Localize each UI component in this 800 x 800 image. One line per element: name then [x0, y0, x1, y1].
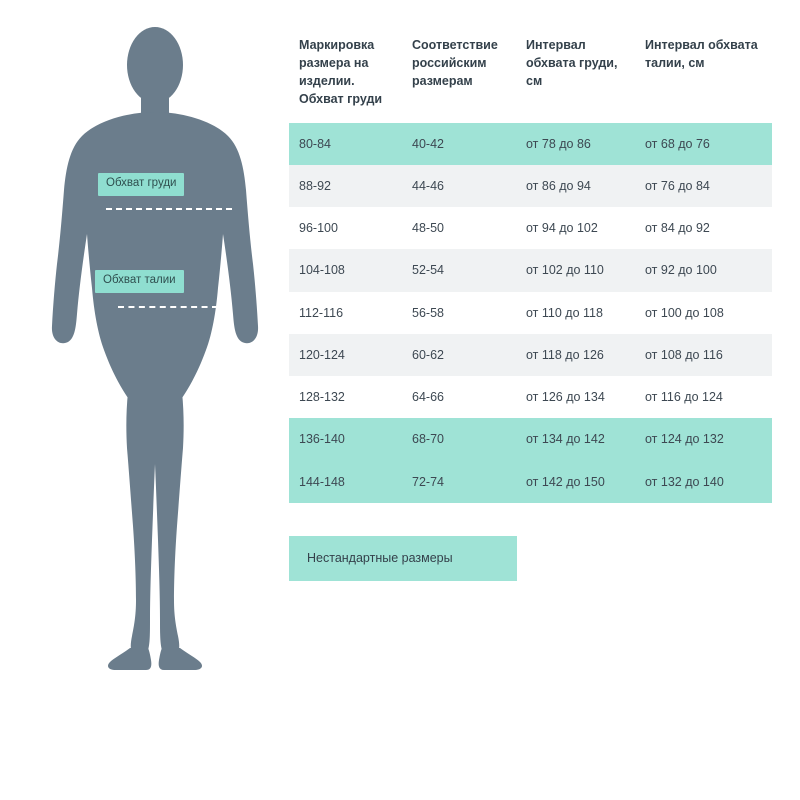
table-cell: 96-100: [289, 207, 402, 249]
size-table-head: [289, 28, 772, 123]
table-cell: 136-140: [289, 418, 402, 460]
table-cell: от 86 до 94: [516, 165, 635, 207]
table-cell: 112-116: [289, 292, 402, 334]
table-cell: от 118 до 126: [516, 334, 635, 376]
table-cell: от 100 до 108: [635, 292, 772, 334]
table-row: [289, 165, 772, 207]
column-header-chest-range: Интервал обхвата груди, см: [526, 38, 618, 89]
table-cell: от 116 до 124: [635, 376, 772, 418]
table-cell: от 102 до 110: [516, 249, 635, 291]
table-cell: от 110 до 118: [516, 292, 635, 334]
nonstandard-sizes-button[interactable]: Нестандартные размеры: [289, 536, 517, 581]
table-header-row: [289, 28, 772, 123]
table-cell: от 92 до 100: [635, 249, 772, 291]
waist-measure-line: [118, 306, 218, 308]
table-cell: от 68 до 76: [635, 123, 772, 165]
table-cell: 128-132: [289, 376, 402, 418]
chest-measure-label: Обхват груди: [98, 173, 184, 196]
table-cell: 64-66: [402, 376, 516, 418]
table-cell: от 142 до 150: [516, 461, 635, 503]
size-table: [289, 28, 772, 503]
table-row: [289, 376, 772, 418]
table-cell: 56-58: [402, 292, 516, 334]
table-cell: 40-42: [402, 123, 516, 165]
table-cell: 144-148: [289, 461, 402, 503]
table-row: [289, 461, 772, 503]
table-cell: 104-108: [289, 249, 402, 291]
table-row: [289, 249, 772, 291]
size-table-body: [289, 123, 772, 503]
size-table-wrapper: [289, 28, 772, 503]
table-cell: 68-70: [402, 418, 516, 460]
table-cell: 52-54: [402, 249, 516, 291]
table-row: [289, 418, 772, 460]
table-cell: 80-84: [289, 123, 402, 165]
table-cell: от 84 до 92: [635, 207, 772, 249]
table-cell: 88-92: [289, 165, 402, 207]
table-cell: от 124 до 132: [635, 418, 772, 460]
table-cell: от 108 до 116: [635, 334, 772, 376]
table-cell: 48-50: [402, 207, 516, 249]
table-row: [289, 292, 772, 334]
column-header-marking: Маркировка размера на изделии. Обхват груди: [299, 38, 383, 107]
table-cell: 72-74: [402, 461, 516, 503]
table-cell: от 126 до 134: [516, 376, 635, 418]
chest-measure-line: [106, 208, 232, 210]
table-cell: от 76 до 84: [635, 165, 772, 207]
table-cell: от 134 до 142: [516, 418, 635, 460]
table-cell: 44-46: [402, 165, 516, 207]
table-cell: от 132 до 140: [635, 461, 772, 503]
table-cell: 120-124: [289, 334, 402, 376]
table-row: [289, 334, 772, 376]
table-cell: от 94 до 102: [516, 207, 635, 249]
table-cell: от 78 до 86: [516, 123, 635, 165]
table-row: [289, 207, 772, 249]
table-row: [289, 123, 772, 165]
column-header-waist-range: Интервал обхвата талии, см: [645, 38, 758, 71]
waist-measure-label: Обхват талии: [95, 270, 184, 293]
table-cell: 60-62: [402, 334, 516, 376]
body-figure: [30, 20, 280, 680]
column-header-russian-size: Соответствие российским размерам: [412, 38, 498, 89]
